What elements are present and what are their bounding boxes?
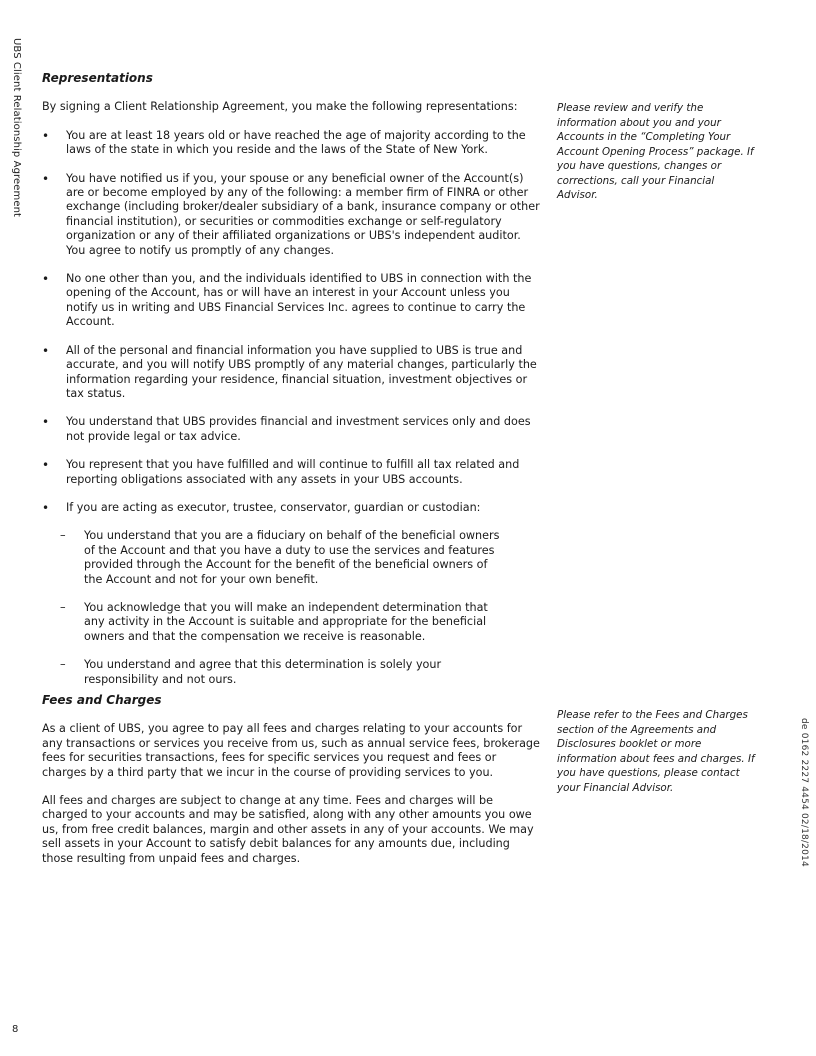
representations-list bbox=[42, 129, 542, 516]
list-item: • You represent that you have fulfilled and will continue to fulfill all tax related and reporting obligations associated with any assets in your UBS accounts. bbox=[42, 458, 542, 487]
fees-paragraph: All fees and charges are subject to change at any time. Fees and charges will be charged to your accounts and may be satisfied, along with any other amounts you owe us, from free credit balances, margin and other assets in any of your accounts. We may sell assets in your Account to satisfy debit balances for any amounts due, including those resulting from unpaid fees and charges. bbox=[42, 794, 534, 865]
main-column bbox=[42, 71, 542, 880]
fees-paragraph: As a client of UBS, you agree to pay all fees and charges relating to your accounts for any transactions or services you receive from us, such as annual service fees, brokerage fees for securities transactions, fees for specific services you request and fees or charges by a third party that we incur in the course of providing services to you. bbox=[42, 722, 540, 779]
document-title-vertical: UBS Client Relationship Agreement bbox=[11, 38, 22, 218]
representations-intro: By signing a Client Relationship Agreement, you make the following representations: bbox=[42, 100, 518, 114]
list-item: • All of the personal and financial information you have supplied to UBS is true and accurate, and you will notify UBS promptly of any material changes, particularly the information regarding your residence, financial situation, investment objectives or tax status. bbox=[42, 344, 542, 402]
representations-heading: Representations bbox=[42, 71, 153, 85]
fees-sidenote: Please refer to the Fees and Charges section of the Agreements and Disclosures booklet or more information about fees and charges. If you have questions, please contact your Financial Advisor. bbox=[557, 709, 755, 794]
sub-list-item: – You understand and agree that this determination is solely your responsibility and not ours. bbox=[60, 658, 500, 687]
list-item: • You are at least 18 years old or have reached the age of majority according to the laws of the state in which you reside and the laws of the State of New York. bbox=[42, 129, 542, 158]
page-number: 8 bbox=[12, 1024, 19, 1035]
fees-heading: Fees and Charges bbox=[42, 693, 162, 707]
representations-sidenote: Please review and verify the information about you and your Accounts in the “Completing Your Account Opening Process” package. If you have questions, changes or corrections, call your Financial Advisor. bbox=[557, 102, 754, 201]
document-code-vertical: de 0162 2227 4454 02/18/2014 bbox=[799, 718, 809, 867]
list-item: • No one other than you, and the individuals identified to UBS in connection with the opening of the Account, has or will have an interest in your Account unless you notify us in writing and UBS Financial Services Inc. agrees to continue to carry the Account. bbox=[42, 272, 542, 330]
sub-list-item: – You understand that you are a fiduciary on behalf of the beneficial owners of the Account and that you have a duty to use the services and features provided through the Account for the benefit of the beneficial owners of the Account and not for your own benefit. bbox=[60, 529, 500, 587]
sub-list-item: – You acknowledge that you will make an independent determination that any activity in the Account is suitable and appropriate for the beneficial owners and that the compensation we receive is reasonable. bbox=[60, 601, 500, 644]
list-item: • You have notified us if you, your spouse or any beneficial owner of the Account(s) are or become employed by any of the following: a member firm of FINRA or other exchange (including broker/dealer subsidiary of a bank, insurance company or other financial institution), or securities or commodities exchange or self-regulatory organization or any of their affiliated organizations or UBS's independent auditor. You agree to notify us promptly of any changes. bbox=[42, 172, 542, 258]
list-item: • You understand that UBS provides financial and investment services only and does not provide legal or tax advice. bbox=[42, 415, 542, 444]
fiduciary-sub-list bbox=[60, 529, 500, 687]
list-item: • If you are acting as executor, trustee, conservator, guardian or custodian: bbox=[42, 501, 542, 515]
